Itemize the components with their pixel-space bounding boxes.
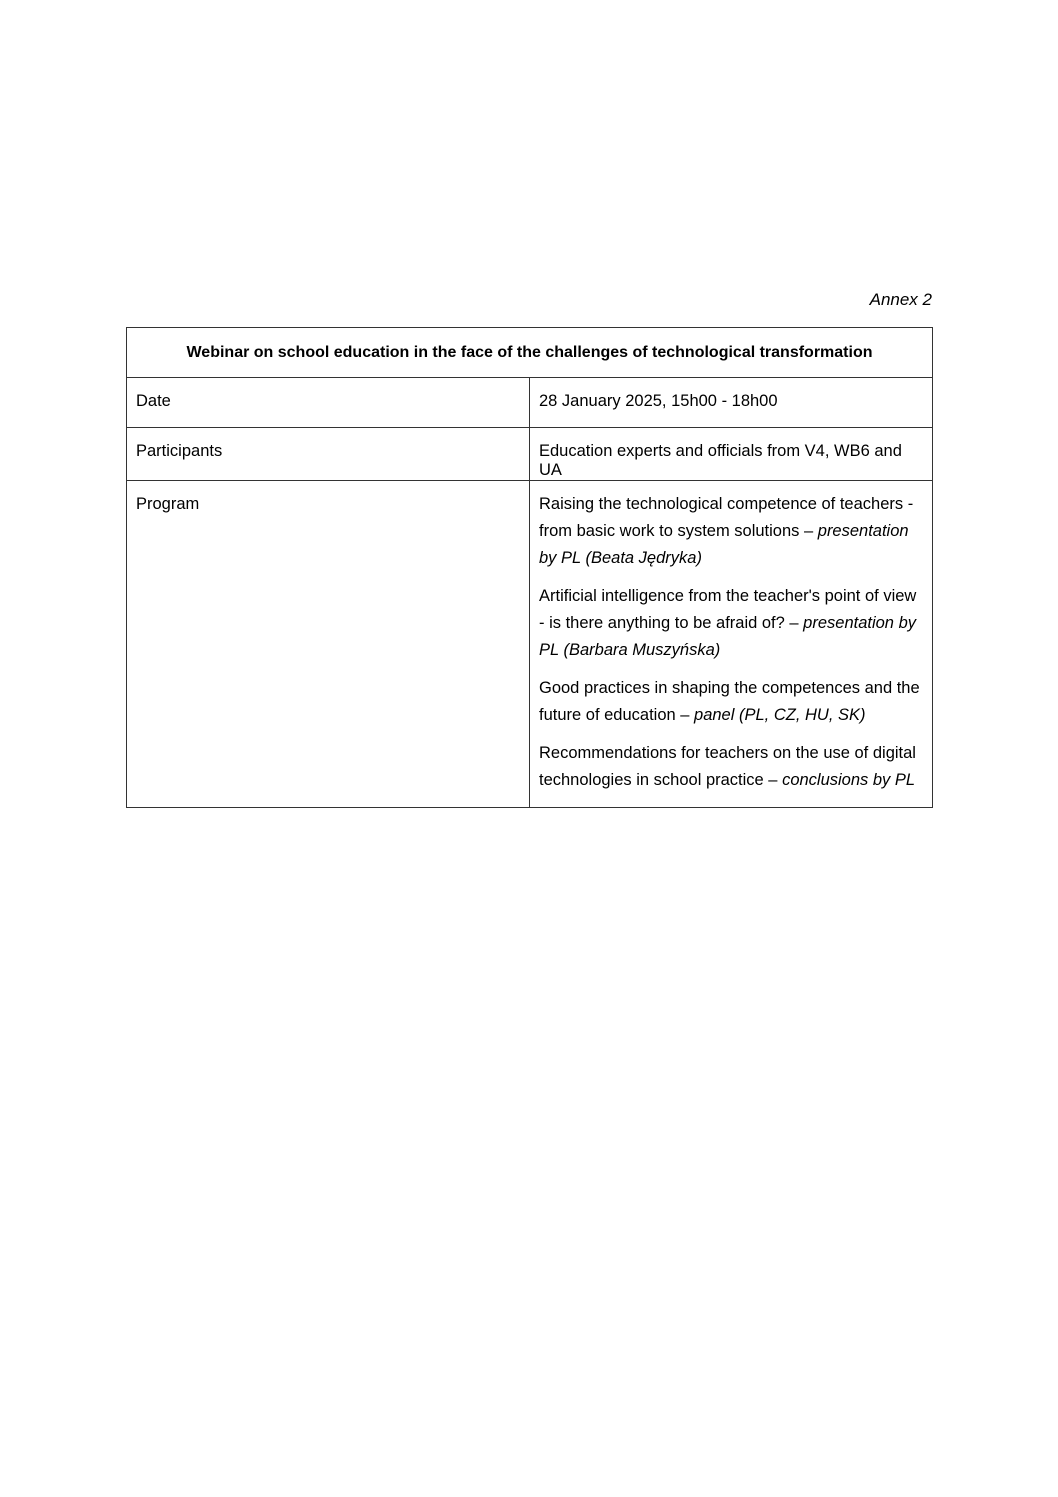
program-item-note: panel (PL, CZ, HU, SK) (694, 706, 866, 724)
table-row (127, 378, 933, 428)
program-list (530, 481, 933, 808)
webinar-table (126, 327, 933, 808)
table-row (127, 481, 933, 808)
program-item-note: presentation by PL (Beata Jędryka) (539, 522, 909, 567)
table-title-row (127, 328, 933, 378)
table-row (127, 428, 933, 481)
program-item (539, 740, 923, 794)
annex-label: Annex 2 (869, 290, 932, 309)
program-item (539, 583, 923, 664)
date-label: Date (127, 378, 530, 428)
program-item-note: conclusions by PL (782, 771, 916, 789)
program-item-text: Recommendations for teachers on the use of digital technologies in school practice – (539, 744, 916, 789)
program-item-note: presentation by PL (Barbara Muszyńska) (539, 614, 916, 659)
date-value: 28 January 2025, 15h00 - 18h00 (530, 378, 933, 428)
program-item (539, 491, 923, 572)
participants-label: Participants (127, 428, 530, 481)
program-item-text: Artificial intelligence from the teacher's point of view - is there anything to be afraid of? – (539, 587, 917, 632)
program-item (539, 675, 923, 729)
program-label: Program (127, 481, 530, 808)
program-item-text: Good practices in shaping the competences and the future of education – (539, 679, 920, 724)
program-item-text: Raising the technological competence of teachers - from basic work to system solutions – (539, 495, 914, 540)
participants-value: Education experts and officials from V4, WB6 and UA (530, 428, 933, 481)
table-title: Webinar on school education in the face of the challenges of technological transformation (127, 328, 933, 378)
